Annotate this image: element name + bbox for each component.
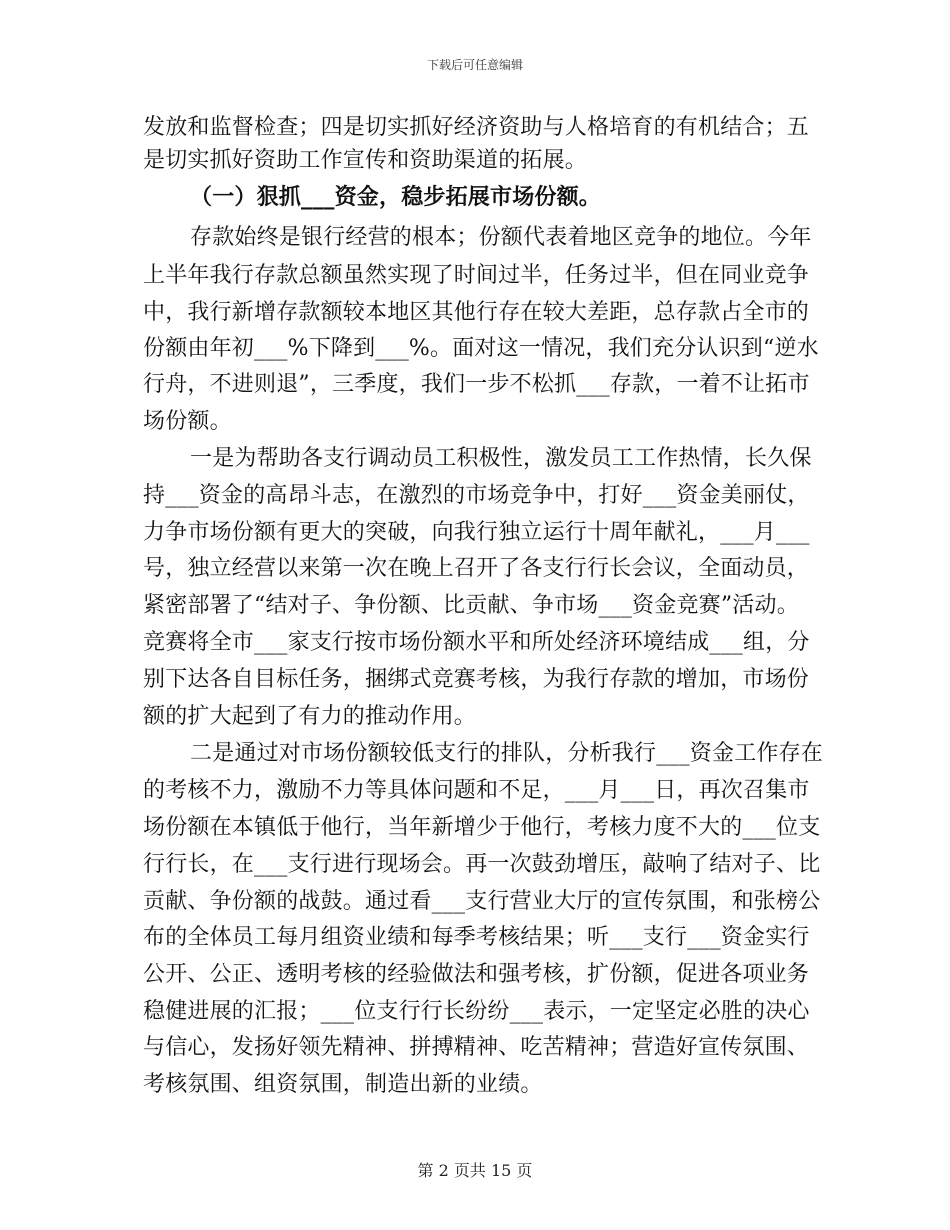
text-line: 发放和监督检查；四是切实抓好经济资助与人格培育的有机结合；五	[143, 115, 810, 140]
text-line: 布的全体员工每月组资业绩和每季考核结果；听___支行___资金实行	[143, 925, 810, 950]
text-line: 紧密部署了“结对子、争份额、比贡献、争市场___资金竞赛”活动。	[143, 593, 799, 618]
text-line: 份额由年初___%下降到___%。面对这一情况，我们充分认识到“逆水	[143, 336, 819, 361]
text-line: 贡献、争份额的战鼓。通过看___支行营业大厅的宣传氛围，和张榜公	[143, 889, 821, 914]
text-line: 行舟，不进则退”，三季度，我们一步不松抓___存款，一着不让拓市	[143, 372, 810, 397]
text-line: 上半年我行存款总额虽然实现了时间过半，任务过半，但在同业竞争	[143, 263, 810, 288]
text-line: 场份额在本镇低于他行，当年新增少于他行，考核力度不大的___位支	[143, 815, 821, 840]
page-header: 下载后可任意编辑	[426, 58, 523, 72]
text-line: 别下达各自目标任务，捆绑式竞赛考核，为我行存款的增加，市场份	[143, 667, 810, 692]
text-line: 力争市场份额有更大的突破，向我行独立运行十周年献礼，___月___	[143, 520, 810, 545]
text-line: 号，独立经营以来第一次在晚上召开了各支行行长会议，全面动员，	[143, 556, 810, 581]
text-line: 公开、公正、透明考核的经验做法和强考核，扩份额，促进各项业务	[143, 962, 810, 987]
text-line: 一是为帮助各支行调动员工积极性，激发员工工作热情，长久保	[190, 446, 812, 471]
text-line: 是切实抓好资助工作宣传和资助渠道的拓展。	[143, 148, 588, 173]
text-line: 的考核不力，激励不力等具体问题和不足，___月___日，再次召集市	[143, 778, 810, 803]
text-line: 存款始终是银行经营的根本；份额代表着地区竞争的地位。今年	[190, 225, 812, 250]
section-heading: （一）狠抓___资金，稳步拓展市场份额。	[190, 184, 602, 210]
text-line: 持___资金的高昂斗志，在激烈的市场竞争中，打好___资金美丽仗，	[143, 483, 810, 508]
text-line: 额的扩大起到了有力的推动作用。	[143, 704, 477, 729]
text-line: 考核氛围、组资氛围，制造出新的业绩。	[143, 1072, 543, 1097]
text-line: 竞赛将全市___家支行按市场份额水平和所处经济环境结成___组，分	[143, 630, 810, 655]
page-footer: 第 2 页共 15 页	[417, 1161, 533, 1180]
text-line: 行行长，在___支行进行现场会。再一次鼓劲增压，敲响了结对子、比	[143, 852, 821, 877]
text-line: 二是通过对市场份额较低支行的排队，分析我行___资金工作存在	[190, 741, 824, 766]
text-line: 与信心，发扬好领先精神、拼搏精神、吃苦精神；营造好宣传氛围、	[143, 1035, 810, 1060]
text-line: 场份额。	[143, 409, 232, 434]
text-line: 中，我行新增存款额较本地区其他行存在较大差距，总存款占全市的	[143, 300, 810, 325]
text-line: 稳健进展的汇报；___位支行行长纷纷___表示，一定坚定必胜的决心	[143, 999, 810, 1024]
